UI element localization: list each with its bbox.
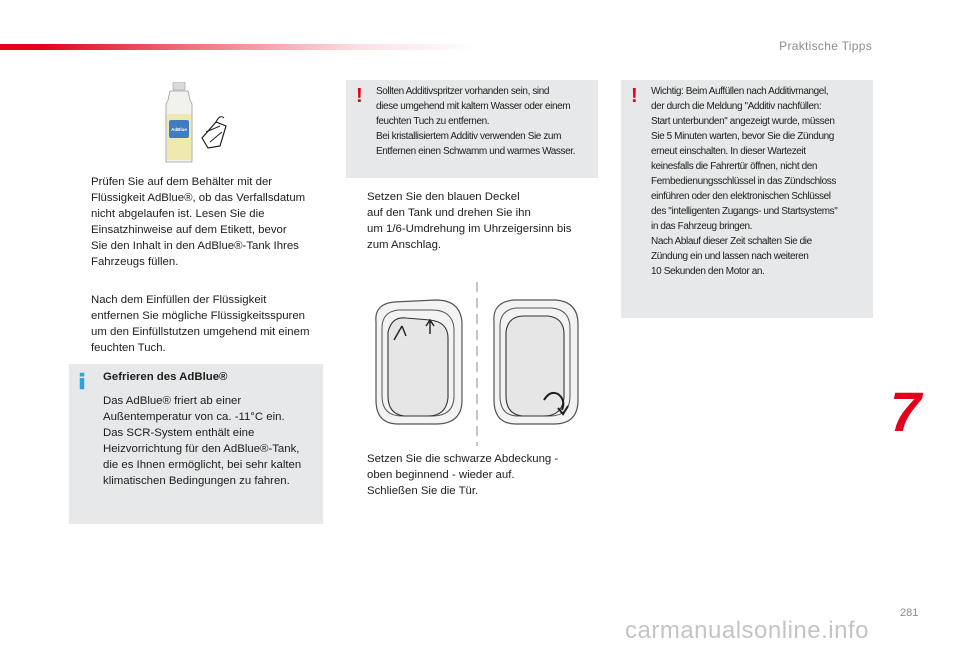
adblue-bottle-illustration: [158, 82, 238, 166]
warning-icon: !: [356, 85, 363, 107]
bottle-label: AdBlue: [171, 127, 187, 132]
header-accent-bar: [0, 44, 480, 50]
watermark: carmanualsonline.info: [625, 617, 869, 644]
step-black-cover: Setzen Sie die schwarze Abdeckung - oben beginnend - wieder auf.: [367, 453, 559, 481]
step-check-expiry: Prüfen Sie auf dem Behälter mit der Flüssigkeit AdBlue®, ob das Verfallsdatum nicht abgelaufen ist. Lesen Sie die Einsatzhinweise auf dem Etikett, bevor Sie den Inhalt in den AdBlue®-Tank Ihres Fahrzeugs füllen.: [91, 176, 306, 268]
filler-cover-illustration: [366, 282, 586, 446]
warning-spills-text: Sollten Additivspritzer vorhanden sein, sind diese umgehend mit kaltem Wasser oder einem feuchten Tuch zu entfernen. Bei kristallisiertem Additiv verwenden Sie zum Entfernen einen Schwamm und warmes Wasser.: [376, 86, 576, 157]
step-wipe-spills: Nach dem Einfüllen der Flüssigkeit entfernen Sie mögliche Flüssigkeitsspuren um den Einfüllstutzen umgehend mit einem feuchten Tuch.: [91, 294, 310, 354]
page-header-title: Praktische Tipps: [779, 39, 872, 53]
info-box-text: Das AdBlue® friert ab einer Außentemperatur von ca. -11°C ein. Das SCR-System enthält eine Heizvorrichtung für den AdBlue®-Tank, die es Ihnen ermöglicht, bei sehr kalten klimatischen Bedingungen zu fahren.: [103, 395, 302, 487]
warning-important-text: Wichtig: Beim Auffüllen nach Additivmangel, der durch die Meldung "Additiv nachfüllen: Start unterbunden" angezeigt wurde, müssen Sie 5 Minuten warten, bevor Sie die Zündung erneut einschalten. In dieser Wartezeit keinesfalls die Fahrertür öffnen, nicht den Fernbedienungsschlüssel in das Zündschloss einführen oder den elektronischen Schlüssel des "intelligenten Zugangs- und Startsystems" in das Fahrzeug bringen. Nach Ablauf dieser Zeit schalten Sie die Zündung ein und lassen nach weiteren 10 Sekunden den Motor an.: [651, 86, 838, 277]
info-box-title: Gefrieren des AdBlue®: [103, 371, 228, 383]
step-blue-cap: Setzen Sie den blauen Deckel auf den Tank und drehen Sie ihn um 1/6-Umdrehung im Uhrzeigersinn bis zum Anschlag.: [367, 191, 572, 251]
info-icon: [79, 370, 85, 392]
page-number: 281: [900, 607, 919, 619]
step-close-door: Schließen Sie die Tür.: [367, 485, 479, 497]
warning-icon: !: [631, 85, 638, 107]
chapter-number: 7: [890, 380, 922, 443]
